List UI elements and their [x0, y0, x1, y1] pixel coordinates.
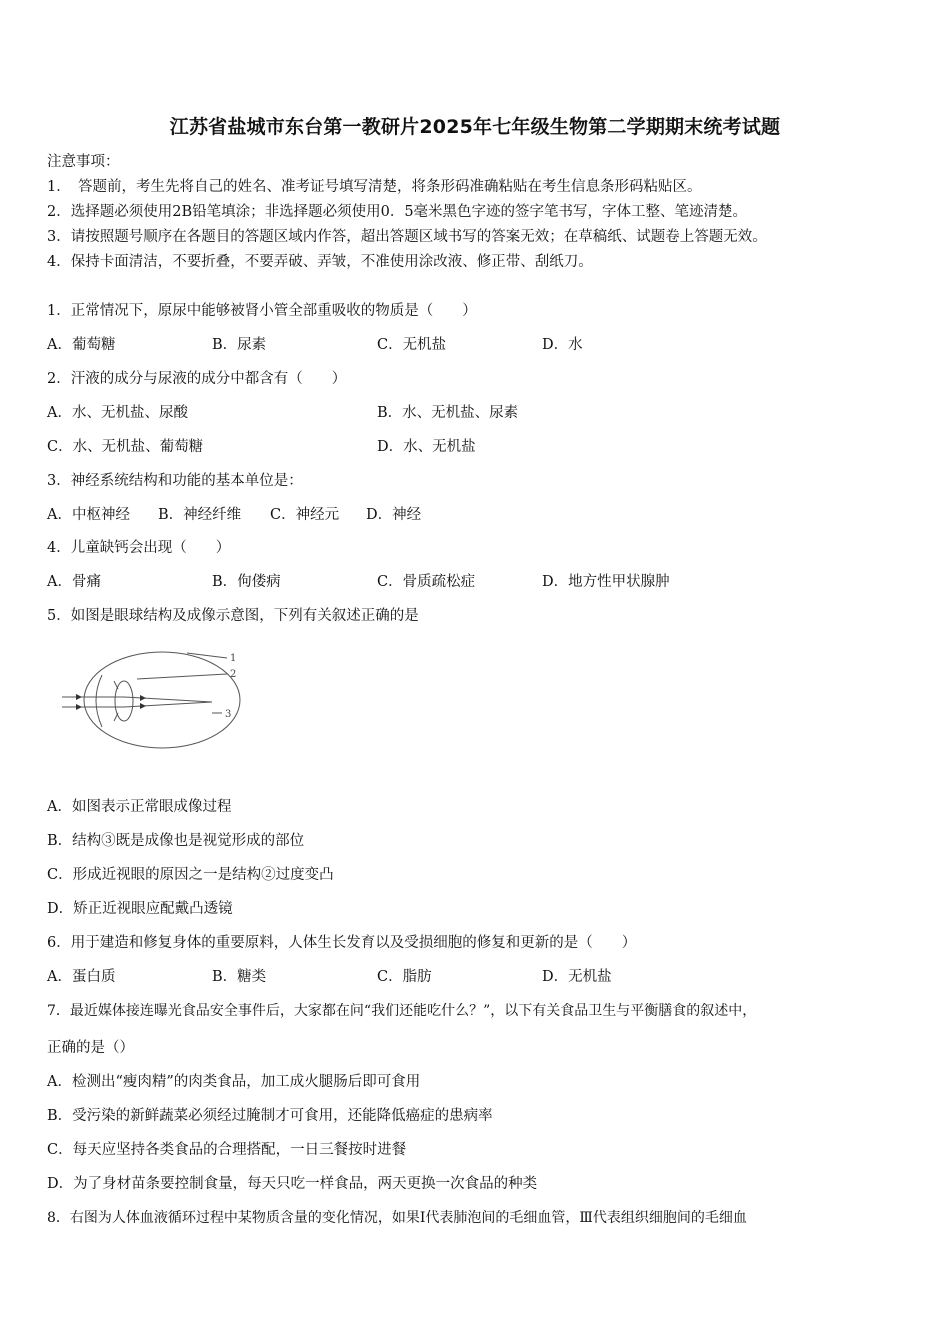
question-1-option-c: C．无机盐: [377, 337, 447, 353]
question-6-option-c: C．脂肪: [377, 969, 432, 985]
question-2-option-b: B．水、无机盐、尿素: [377, 405, 519, 421]
question-5-option-a: A．如图表示正常眼成像过程: [47, 799, 232, 815]
question-7-stem-continued: 正确的是（）: [47, 1040, 134, 1056]
question-4-option-d: D．地方性甲状腺肿: [542, 574, 670, 590]
question-4-option-a: A．骨痛: [47, 574, 101, 590]
question-3-option-d: D．神经: [366, 507, 422, 523]
question-3-option-c: C．神经元: [270, 507, 340, 523]
question-4-stem: 4．儿童缺钙会出现（ ）: [47, 540, 231, 556]
eyeball-diagram: [62, 645, 247, 755]
question-2-option-c: C．水、无机盐、葡萄糖: [47, 439, 204, 455]
arrow-icon: [76, 704, 82, 710]
question-6-option-b: B．糖类: [212, 969, 267, 985]
notice-heading: 注意事项：: [47, 154, 120, 170]
arrow-icon: [76, 694, 82, 700]
arrow-icon: [140, 695, 146, 701]
figure-label-1: 1: [230, 653, 237, 664]
question-6-option-a: A．蛋白质: [47, 969, 116, 985]
question-6-stem: 6．用于建造和修复身体的重要原料，人体生长发育以及受损细胞的修复和更新的是（ ）: [47, 935, 637, 951]
question-8-stem: 8．右图为人体血液循环过程中某物质含量的变化情况，如果Ⅰ代表肺泡间的毛细血管，Ⅲ代表组织细胞间的毛细血: [47, 1210, 747, 1226]
question-2-stem: 2．汗液的成分与尿液的成分中都含有（ ）: [47, 371, 347, 387]
question-5-stem: 5．如图是眼球结构及成像示意图，下列有关叙述正确的是: [47, 608, 419, 624]
lens: [115, 681, 133, 721]
iris-lower: [114, 713, 118, 721]
question-5-option-d: D．矫正近视眼应配戴凸透镜: [47, 901, 233, 917]
question-1-stem: 1．正常情况下，原尿中能够被肾小管全部重吸收的物质是（ ）: [47, 303, 477, 319]
arrow-icon: [140, 703, 146, 709]
question-7-option-a: A．检测出“瘦肉精”的肉类食品，加工成火腿肠后即可食用: [47, 1074, 421, 1090]
question-4-option-b: B．佝偻病: [212, 574, 281, 590]
notice-item: 3．请按照题号顺序在各题目的答题区域内作答，超出答题区域书写的答案无效；在草稿纸、试题卷上答题无效。: [47, 229, 767, 245]
question-4-option-c: C．骨质疏松症: [377, 574, 476, 590]
question-3-option-b: B．神经纤维: [158, 507, 242, 523]
cornea: [96, 675, 102, 727]
notice-item: 2．选择题必须使用2B铅笔填涂；非选择题必须使用0．5毫米黑色字迹的签字笔书写，字体工整、笔迹清楚。: [47, 204, 748, 220]
question-1-option-a: A．葡萄糖: [47, 337, 116, 353]
question-7-option-b: B．受污染的新鲜蔬菜必须经过腌制才可食用，还能降低癌症的患病率: [47, 1108, 493, 1124]
question-6-option-d: D．无机盐: [542, 969, 612, 985]
question-2-option-a: A．水、无机盐、尿酸: [47, 405, 188, 421]
eyeball-outline: [84, 652, 240, 748]
question-7-option-d: D．为了身材苗条要控制食量，每天只吃一样食品，两天更换一次食品的种类: [47, 1176, 538, 1192]
refracted-ray-1: [124, 697, 212, 702]
question-3-option-a: A．中枢神经: [47, 507, 130, 523]
iris-upper: [114, 681, 118, 689]
page-title: 江苏省盐城市东台第一教研片2025年七年级生物第二学期期末统考试题: [169, 116, 781, 138]
notice-item: 4．保持卡面清洁，不要折叠，不要弄破、弄皱，不准使用涂改液、修正带、刮纸刀。: [47, 254, 593, 270]
question-1-option-d: D．水: [542, 337, 583, 353]
figure-label-3: 3: [225, 709, 232, 720]
question-5-option-b: B．结构③既是成像也是视觉形成的部位: [47, 833, 305, 849]
question-5-option-c: C．形成近视眼的原因之一是结构②过度变凸: [47, 867, 334, 883]
question-3-stem: 3．神经系统结构和功能的基本单位是：: [47, 473, 303, 489]
refracted-ray-2: [124, 702, 212, 707]
question-2-option-d: D．水、无机盐: [377, 439, 476, 455]
question-7-option-c: C．每天应坚持各类食品的合理搭配，一日三餐按时进餐: [47, 1142, 407, 1158]
question-7-stem: 7．最近媒体接连曝光食品安全事件后，大家都在问“我们还能吃什么？”，以下有关食品卫生与平衡膳食的叙述中，: [47, 1003, 757, 1019]
question-1-option-b: B．尿素: [212, 337, 267, 353]
leader-line-2: [137, 674, 227, 679]
notice-item: 1． 答题前，考生先将自己的姓名、准考证号填写清楚，将条形码准确粘贴在考生信息条形码粘贴区。: [47, 179, 702, 195]
figure-label-2: 2: [230, 669, 237, 680]
